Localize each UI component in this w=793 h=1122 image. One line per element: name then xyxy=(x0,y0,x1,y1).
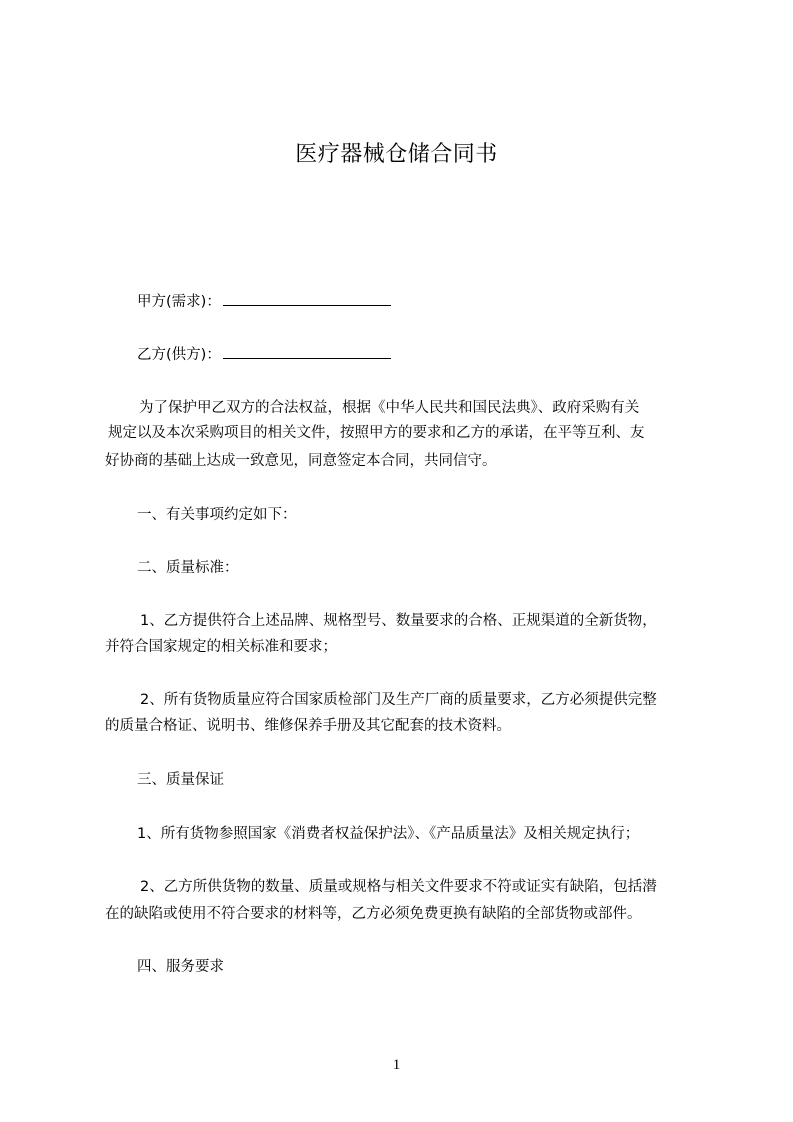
party-b-label: 乙方(供方)： xyxy=(137,347,221,363)
document-title: 医疗器械仓储合同书 xyxy=(295,142,498,167)
party-a-blank xyxy=(223,291,391,306)
party-a-label: 甲方(需求)： xyxy=(137,294,221,310)
section-4-heading: 四、服务要求 xyxy=(137,959,224,975)
section-3-item-2-line-2: 在的缺陷或使用不符合要求的材料等，乙方必须免费更换有缺陷的全部货物或部件。 xyxy=(105,906,642,922)
section-3-item-2-line-1: 2、乙方所供货物的数量、质量或规格与相关文件要求不符或证实有缺陷，包括潜 xyxy=(140,879,657,895)
section-3-item-1-line-1: 1、所有货物参照国家《消费者权益保护法》、《产品质量法》及相关规定执行； xyxy=(137,826,640,842)
section-2-item-1-line-1: 1、乙方提供符合上述品牌、规格型号、数量要求的合格、正规渠道的全新货物， xyxy=(140,613,657,629)
party-b-blank xyxy=(223,344,391,359)
section-2-item-2-line-2: 的质量合格证、说明书、维修保养手册及其它配套的技术资料。 xyxy=(105,718,511,734)
section-2-item-2-line-1: 2、所有货物质量应符合国家质检部门及生产厂商的质量要求，乙方必须提供完整 xyxy=(140,692,657,708)
section-2-item-1-line-2: 并符合国家规定的相关标准和要求； xyxy=(105,639,337,655)
party-a-field xyxy=(137,291,391,312)
intro-line-3: 好协商的基础上达成一致意见，同意签定本合同，共同信守。 xyxy=(105,453,497,469)
intro-line-1: 为了保护甲乙双方的合法权益，根据《中华人民共和国民法典》、政府采购有关 xyxy=(139,400,640,416)
intro-line-2: 规定以及本次采购项目的相关文件，按照甲方的要求和乙方的承诺，在平等互利、友 xyxy=(108,425,645,441)
party-b-field xyxy=(137,344,391,365)
page-number: 1 xyxy=(392,1057,401,1073)
section-1-heading: 一、有关事项约定如下： xyxy=(137,507,297,523)
section-3-heading: 三、质量保证 xyxy=(137,772,224,788)
section-2-heading: 二、质量标准： xyxy=(137,560,239,576)
